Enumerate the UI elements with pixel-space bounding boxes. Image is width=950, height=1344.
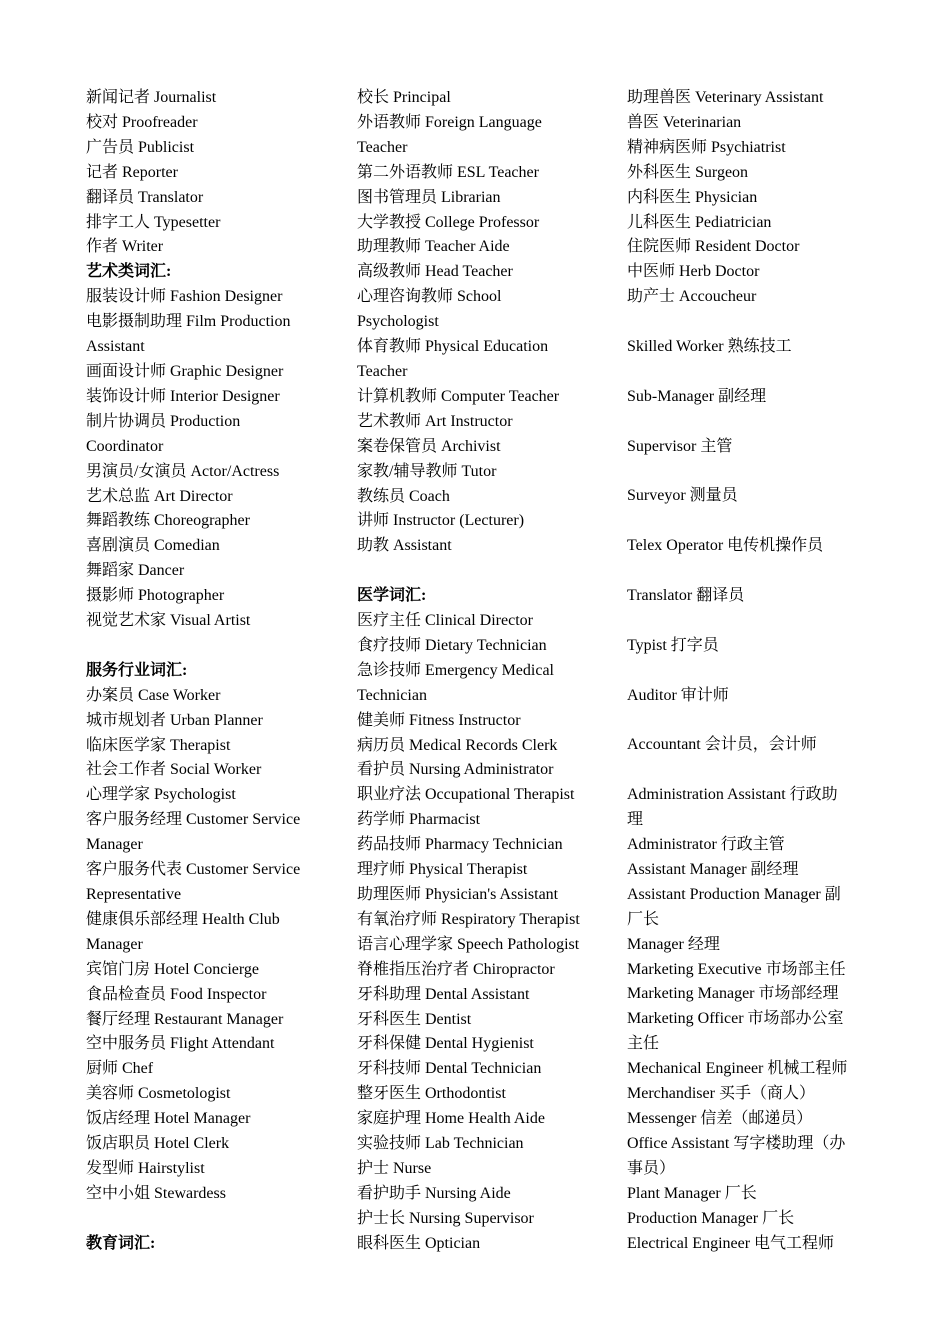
term-line: Technician — [357, 686, 427, 704]
term-line: 城市规划者 Urban Planner — [86, 711, 263, 729]
term-line: Messenger 信差（邮递员） — [627, 1110, 813, 1127]
term-line: 药品技师 Pharmacy Technician — [357, 836, 563, 854]
term-line: Auditor 审计师 — [627, 686, 729, 704]
term-line: 饭店经理 Hotel Manager — [86, 1110, 251, 1128]
term-line: Psychologist — [357, 313, 439, 331]
blank-line — [627, 360, 863, 385]
term-line: 临床医学家 Therapist — [86, 736, 231, 754]
term-line: Teacher — [357, 138, 408, 156]
term-line: Surveyor 测量员 — [627, 487, 738, 505]
term-line: 牙科助理 Dental Assistant — [357, 985, 530, 1003]
term-line: Telex Operator 电传机操作员 — [627, 537, 824, 555]
term-line: 舞蹈教练 Choreographer — [86, 512, 250, 530]
term-line: Sub-Manager 副经理 — [627, 387, 767, 405]
term-line: 办案员 Case Worker — [86, 686, 221, 704]
term-line: 医疗主任 Clinical Director — [357, 612, 533, 630]
term-line: 外语教师 Foreign Language — [357, 113, 542, 131]
term-line: 摄影师 Photographer — [86, 587, 225, 605]
term-line: 眼科医生 Optician — [357, 1234, 481, 1252]
term-line: Skilled Worker 熟练技工 — [627, 338, 792, 356]
term-line: 喜剧演员 Comedian — [86, 537, 220, 555]
term-line: 食品检查员 Food Inspector — [86, 985, 267, 1003]
term-line: 病历员 Medical Records Clerk — [357, 736, 558, 754]
term-line: 厨师 Chef — [86, 1060, 154, 1078]
term-line: 案卷保管员 Archivist — [357, 437, 501, 455]
blank-line — [86, 634, 326, 659]
term-line: 视觉艺术家 Visual Artist — [86, 612, 251, 630]
term-line: Assistant Manager 副经理 — [627, 860, 799, 878]
term-line: 男演员/女演员 Actor/Actress — [86, 462, 280, 480]
term-line: 图书管理员 Librarian — [357, 188, 501, 206]
term-line: 中医师 Herb Doctor — [627, 263, 760, 281]
section-heading: 教育词汇: — [86, 1234, 156, 1252]
term-line: 健康俱乐部经理 Health Club — [86, 910, 280, 928]
term-line: Representative — [86, 885, 182, 903]
term-line: 翻译员 Translator — [86, 188, 204, 206]
term-line: 电影摄制助理 Film Production — [86, 313, 291, 331]
term-line: 餐厅经理 Restaurant Manager — [86, 1010, 284, 1028]
blank-line — [627, 659, 863, 684]
term-line: 助产士 Accoucheur — [627, 288, 757, 306]
term-line: 第二外语教师 ESL Teacher — [357, 163, 539, 181]
term-line: 理疗师 Physical Therapist — [357, 861, 528, 879]
term-line: 校对 Proofreader — [86, 113, 198, 131]
term-line: Marketing Executive 市场部主任 — [627, 960, 846, 978]
term-line: Coordinator — [86, 437, 164, 455]
column-3 — [627, 86, 863, 1256]
term-line: 艺术总监 Art Director — [86, 487, 233, 505]
term-line: 事员） — [627, 1159, 676, 1177]
column-2 — [357, 86, 597, 1257]
term-line: 助理兽医 Veterinary Assistant — [627, 89, 824, 106]
blank-line — [627, 609, 863, 634]
term-line: 画面设计师 Graphic Designer — [86, 362, 284, 380]
term-line: 语言心理学家 Speech Pathologist — [357, 935, 580, 953]
term-line: 有氧治疗师 Respiratory Therapist — [357, 910, 580, 928]
term-line: 心理咨询教师 School — [357, 288, 502, 306]
term-line: 儿科医生 Pediatrician — [627, 213, 772, 231]
term-line: Teacher — [357, 362, 408, 380]
term-line: 助教 Assistant — [357, 537, 452, 555]
term-line: 药学师 Pharmacist — [357, 811, 481, 829]
term-line: 服装设计师 Fashion Designer — [86, 288, 283, 306]
term-line: 计算机教师 Computer Teacher — [357, 387, 560, 405]
term-line: 高级教师 Head Teacher — [357, 263, 513, 281]
term-line: 牙科医生 Dentist — [357, 1010, 472, 1028]
section-heading: 艺术类词汇: — [86, 263, 172, 281]
term-line: 实验技师 Lab Technician — [357, 1135, 524, 1153]
term-line: 大学教授 College Professor — [357, 213, 540, 231]
term-line: 广告员 Publicist — [86, 138, 195, 156]
term-line: 职业疗法 Occupational Therapist — [357, 786, 575, 804]
term-line: 住院医师 Resident Doctor — [627, 238, 800, 256]
term-line: 兽医 Veterinarian — [627, 113, 742, 131]
term-line: 护士长 Nursing Supervisor — [357, 1209, 534, 1227]
term-line: Plant Manager 厂长 — [627, 1184, 757, 1202]
term-line: 排字工人 Typesetter — [86, 213, 221, 231]
term-line: 护士 Nurse — [357, 1159, 432, 1177]
term-line: Accountant 会计员，会计师 — [627, 736, 817, 754]
section-heading: 医学词汇: — [357, 587, 427, 605]
term-line: 美容师 Cosmetologist — [86, 1085, 231, 1103]
term-line: 家教/辅导教师 Tutor — [357, 462, 497, 480]
term-line: 舞蹈家 Dancer — [86, 562, 185, 580]
term-line: Manager — [86, 935, 143, 953]
term-line: 校长 Principal — [357, 89, 451, 106]
term-line: Assistant Production Manager 副 — [627, 885, 841, 903]
term-line: 讲师 Instructor (Lecturer) — [357, 512, 525, 530]
term-line: Mechanical Engineer 机械工程师 — [627, 1060, 848, 1078]
term-line: Production Manager 厂长 — [627, 1209, 795, 1227]
term-line: 记者 Reporter — [86, 163, 178, 181]
term-line: 理 — [627, 811, 644, 829]
term-line: 急诊技师 Emergency Medical — [357, 661, 554, 679]
term-line: Marketing Officer 市场部办公室 — [627, 1010, 844, 1028]
term-line: 厂长 — [627, 910, 660, 928]
term-line: Electrical Engineer 电气工程师 — [627, 1234, 835, 1252]
term-line: 装饰设计师 Interior Designer — [86, 387, 280, 405]
term-line: 教练员 Coach — [357, 487, 450, 505]
term-line: 整牙医生 Orthodontist — [357, 1085, 506, 1103]
term-line: 制片协调员 Production — [86, 412, 241, 430]
term-line: Administration Assistant 行政助 — [627, 786, 838, 804]
term-line: 宾馆门房 Hotel Concierge — [86, 960, 260, 978]
blank-line — [357, 559, 597, 584]
blank-line — [627, 310, 863, 335]
term-line: 助理医师 Physician's Assistant — [357, 885, 559, 903]
term-line: Assistant — [86, 338, 145, 356]
blank-line — [627, 559, 863, 584]
term-line: 发型师 Hairstylist — [86, 1159, 205, 1177]
blank-line — [627, 709, 863, 734]
term-line: Supervisor 主管 — [627, 437, 733, 455]
term-line: 脊椎指压治疗者 Chiropractor — [357, 960, 555, 978]
blank-line — [86, 1207, 326, 1232]
blank-line — [627, 410, 863, 435]
term-line: 助理教师 Teacher Aide — [357, 238, 510, 256]
term-line: 家庭护理 Home Health Aide — [357, 1110, 545, 1128]
term-line: 饭店职员 Hotel Clerk — [86, 1135, 230, 1153]
term-line: 看护员 Nursing Administrator — [357, 761, 554, 779]
term-line: 客户服务经理 Customer Service — [86, 811, 301, 829]
column-1 — [86, 86, 326, 1257]
term-line: Marketing Manager 市场部经理 — [627, 985, 839, 1003]
term-line: 内科医生 Physician — [627, 188, 758, 206]
term-line: Merchandiser 买手（商人） — [627, 1085, 815, 1103]
term-line: 看护助手 Nursing Aide — [357, 1184, 511, 1202]
blank-line — [627, 460, 863, 485]
term-line: 艺术教师 Art Instructor — [357, 412, 513, 430]
blank-line — [627, 509, 863, 534]
term-line: 精神病医师 Psychiatrist — [627, 138, 786, 156]
term-line: 作者 Writer — [86, 238, 164, 256]
term-line: Manager — [86, 836, 143, 854]
term-line: 空中小姐 Stewardess — [86, 1184, 226, 1202]
term-line: Manager 经理 — [627, 935, 720, 953]
term-line: 牙科技师 Dental Technician — [357, 1060, 542, 1078]
term-line: 外科医生 Surgeon — [627, 163, 749, 181]
term-line: 心理学家 Psychologist — [86, 786, 236, 804]
term-line: 牙科保健 Dental Hygienist — [357, 1035, 534, 1053]
term-line: 体育教师 Physical Education — [357, 338, 549, 356]
term-line: 健美师 Fitness Instructor — [357, 711, 521, 729]
term-line: Translator 翻译员 — [627, 587, 745, 605]
term-line: Administrator 行政主管 — [627, 836, 785, 854]
term-line: 主任 — [627, 1035, 660, 1053]
blank-line — [627, 758, 863, 783]
section-heading: 服务行业词汇: — [86, 661, 188, 679]
term-line: 新闻记者 Journalist — [86, 89, 217, 106]
term-line: Typist 打字员 — [627, 636, 719, 654]
term-line: Office Assistant 写字楼助理（办 — [627, 1134, 846, 1152]
term-line: 空中服务员 Flight Attendant — [86, 1035, 275, 1053]
term-line: 社会工作者 Social Worker — [86, 761, 262, 779]
term-line: 客户服务代表 Customer Service — [86, 861, 301, 879]
term-line: 食疗技师 Dietary Technician — [357, 636, 547, 654]
